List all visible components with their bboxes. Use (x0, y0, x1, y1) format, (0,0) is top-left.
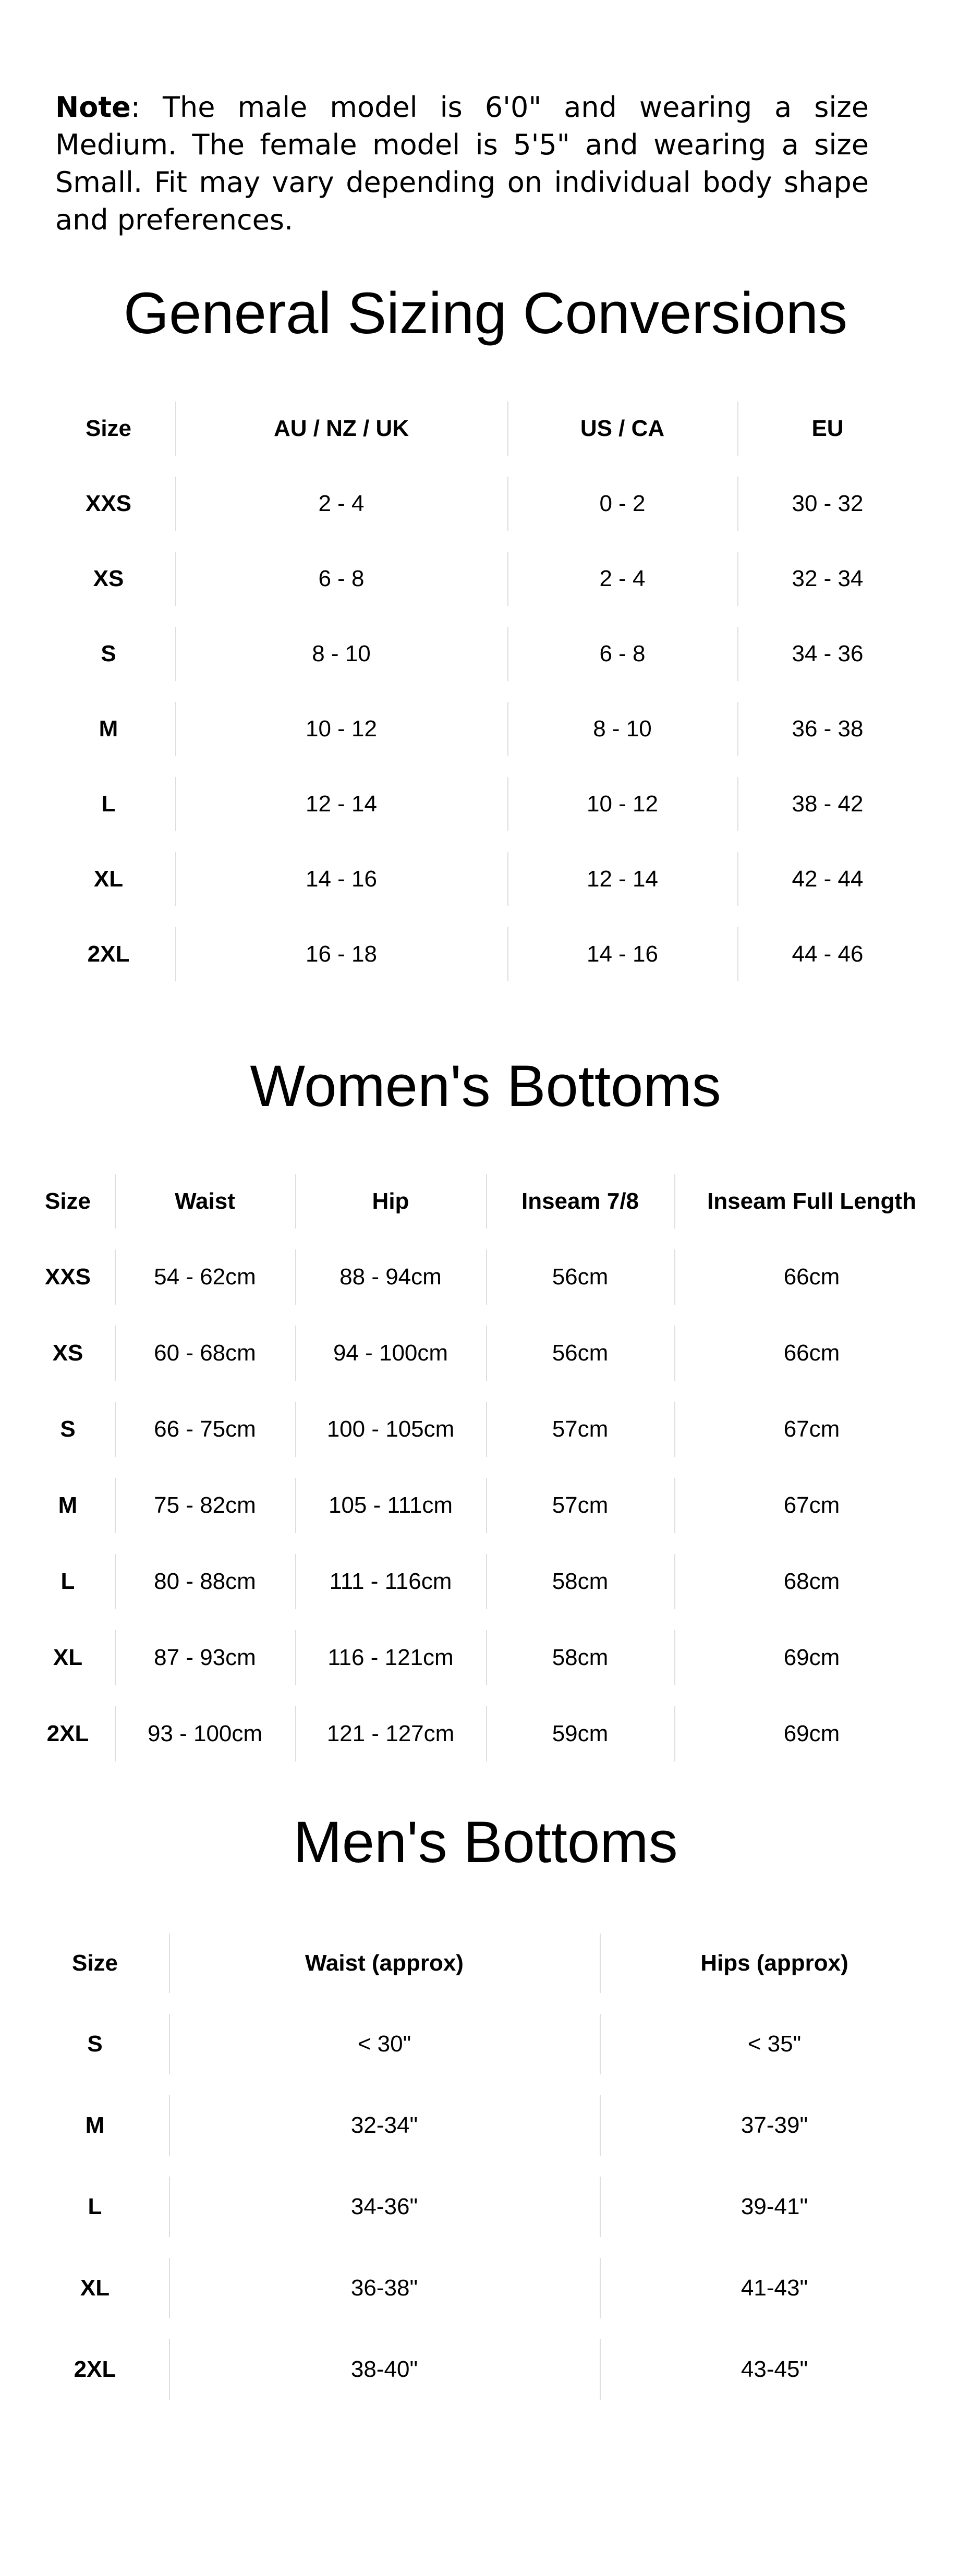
table-cell: 8 - 10 (507, 691, 737, 767)
table-cell: 2 - 4 (175, 466, 507, 541)
column-header: Hip (295, 1164, 486, 1239)
size-label-cell: XXS (44, 1264, 91, 1290)
table-cell: < 35" (600, 2003, 949, 2085)
table-row (42, 616, 918, 691)
table-cell: 80 - 88cm (115, 1544, 295, 1620)
table-cell: 38-40" (169, 2329, 600, 2410)
table-cell: 36 - 38 (737, 691, 918, 767)
size-label-cell: 2XL (46, 1721, 89, 1746)
table-row (21, 1544, 949, 1620)
table-row (42, 541, 918, 616)
table-cell: 42 - 44 (737, 842, 918, 917)
table-cell: 75 - 82cm (115, 1467, 295, 1544)
size-label-cell: XL (53, 1645, 83, 1670)
table-cell: 60 - 68cm (115, 1315, 295, 1391)
table-cell: 54 - 62cm (115, 1239, 295, 1315)
mens-bottoms-title: Men's Bottoms (293, 1809, 678, 1875)
column-header: AU / NZ / UK (175, 391, 507, 466)
table-cell: 69cm (674, 1696, 949, 1772)
general-sizing-table (42, 391, 918, 992)
size-label-cell: XS (93, 566, 124, 591)
table-cell: 44 - 46 (737, 917, 918, 992)
table-cell: 87 - 93cm (115, 1620, 295, 1696)
table-cell: 94 - 100cm (295, 1315, 486, 1391)
table-cell: 14 - 16 (175, 842, 507, 917)
note-text: : The male model is 6'0" and wearing a size Medium. The female model is 5'5" and wearing a size Small. Fit may vary depending on individual body shape and preferences. (55, 91, 869, 236)
column-header: Hips (approx) (600, 1923, 949, 2003)
table-header-row (21, 1164, 949, 1239)
table-cell: 68cm (674, 1544, 949, 1620)
table-cell: 67cm (674, 1467, 949, 1544)
table-cell: 37-39" (600, 2085, 949, 2166)
table-row (42, 917, 918, 992)
mens-bottoms-table (21, 1923, 949, 2410)
size-label-cell: M (58, 1492, 78, 1518)
size-label-cell: XXS (85, 491, 132, 516)
table-row (21, 1239, 949, 1315)
note-label: Note (55, 91, 131, 124)
table-row (42, 691, 918, 767)
table-row (42, 842, 918, 917)
table-cell: 69cm (674, 1620, 949, 1696)
size-label-cell: S (101, 641, 116, 666)
column-header: Size (71, 1950, 118, 1976)
size-label-cell: M (85, 2112, 105, 2138)
table-cell: 43-45" (600, 2329, 949, 2410)
table-cell: 36-38" (169, 2247, 600, 2329)
table-cell: 111 - 116cm (295, 1544, 486, 1620)
column-header: Size (85, 416, 132, 441)
model-fit-note (55, 89, 869, 239)
table-cell: 66cm (674, 1315, 949, 1391)
table-cell: 121 - 127cm (295, 1696, 486, 1772)
table-cell: 30 - 32 (737, 466, 918, 541)
table-row (21, 1315, 949, 1391)
table-cell: < 30" (169, 2003, 600, 2085)
table-cell: 6 - 8 (175, 541, 507, 616)
table-cell: 0 - 2 (507, 466, 737, 541)
table-row (21, 1391, 949, 1467)
table-cell: 32-34" (169, 2085, 600, 2166)
table-row (42, 466, 918, 541)
table-header-row (21, 1923, 949, 2003)
table-row (21, 1696, 949, 1772)
table-cell: 38 - 42 (737, 767, 918, 842)
general-sizing-title: General Sizing Conversions (123, 281, 848, 346)
table-cell: 100 - 105cm (295, 1391, 486, 1467)
table-row (21, 2247, 949, 2329)
column-header: US / CA (507, 391, 737, 466)
table-row (21, 2329, 949, 2410)
table-row (42, 767, 918, 842)
size-label-cell: L (101, 791, 116, 817)
table-cell: 12 - 14 (175, 767, 507, 842)
table-cell: 116 - 121cm (295, 1620, 486, 1696)
size-label-cell: XS (52, 1340, 83, 1366)
table-cell: 67cm (674, 1391, 949, 1467)
size-label-cell: XL (93, 866, 124, 892)
table-cell: 59cm (486, 1696, 674, 1772)
table-cell: 57cm (486, 1391, 674, 1467)
table-cell: 12 - 14 (507, 842, 737, 917)
table-cell: 105 - 111cm (295, 1467, 486, 1544)
table-cell: 2 - 4 (507, 541, 737, 616)
column-header: EU (737, 391, 918, 466)
size-label-cell: XL (80, 2275, 110, 2301)
table-cell: 14 - 16 (507, 917, 737, 992)
table-cell: 58cm (486, 1544, 674, 1620)
table-cell: 32 - 34 (737, 541, 918, 616)
womens-bottoms-title: Women's Bottoms (250, 1053, 721, 1119)
table-cell: 88 - 94cm (295, 1239, 486, 1315)
size-label-cell: L (60, 1569, 75, 1594)
table-cell: 56cm (486, 1239, 674, 1315)
table-cell: 34-36" (169, 2166, 600, 2247)
table-row (21, 1620, 949, 1696)
table-cell: 58cm (486, 1620, 674, 1696)
size-label-cell: M (99, 716, 118, 742)
column-header: Waist (approx) (169, 1923, 600, 2003)
table-cell: 93 - 100cm (115, 1696, 295, 1772)
table-cell: 6 - 8 (507, 616, 737, 691)
table-row (21, 1467, 949, 1544)
table-row (21, 2085, 949, 2166)
table-row (21, 2166, 949, 2247)
table-cell: 8 - 10 (175, 616, 507, 691)
table-cell: 39-41" (600, 2166, 949, 2247)
column-header: Inseam Full Length (674, 1164, 949, 1239)
size-label-cell: S (87, 2031, 103, 2057)
table-cell: 10 - 12 (507, 767, 737, 842)
table-cell: 10 - 12 (175, 691, 507, 767)
table-cell: 66 - 75cm (115, 1391, 295, 1467)
column-header: Size (44, 1188, 91, 1214)
size-label-cell: 2XL (87, 941, 130, 967)
column-header: Inseam 7/8 (486, 1164, 674, 1239)
table-row (21, 2003, 949, 2085)
womens-bottoms-table (21, 1164, 949, 1772)
table-header-row (42, 391, 918, 466)
size-label-cell: 2XL (74, 2356, 116, 2382)
column-header: Waist (115, 1164, 295, 1239)
table-cell: 16 - 18 (175, 917, 507, 992)
table-cell: 34 - 36 (737, 616, 918, 691)
size-label-cell: L (88, 2194, 102, 2219)
table-cell: 66cm (674, 1239, 949, 1315)
table-cell: 56cm (486, 1315, 674, 1391)
size-label-cell: S (60, 1416, 76, 1442)
table-cell: 57cm (486, 1467, 674, 1544)
table-cell: 41-43" (600, 2247, 949, 2329)
